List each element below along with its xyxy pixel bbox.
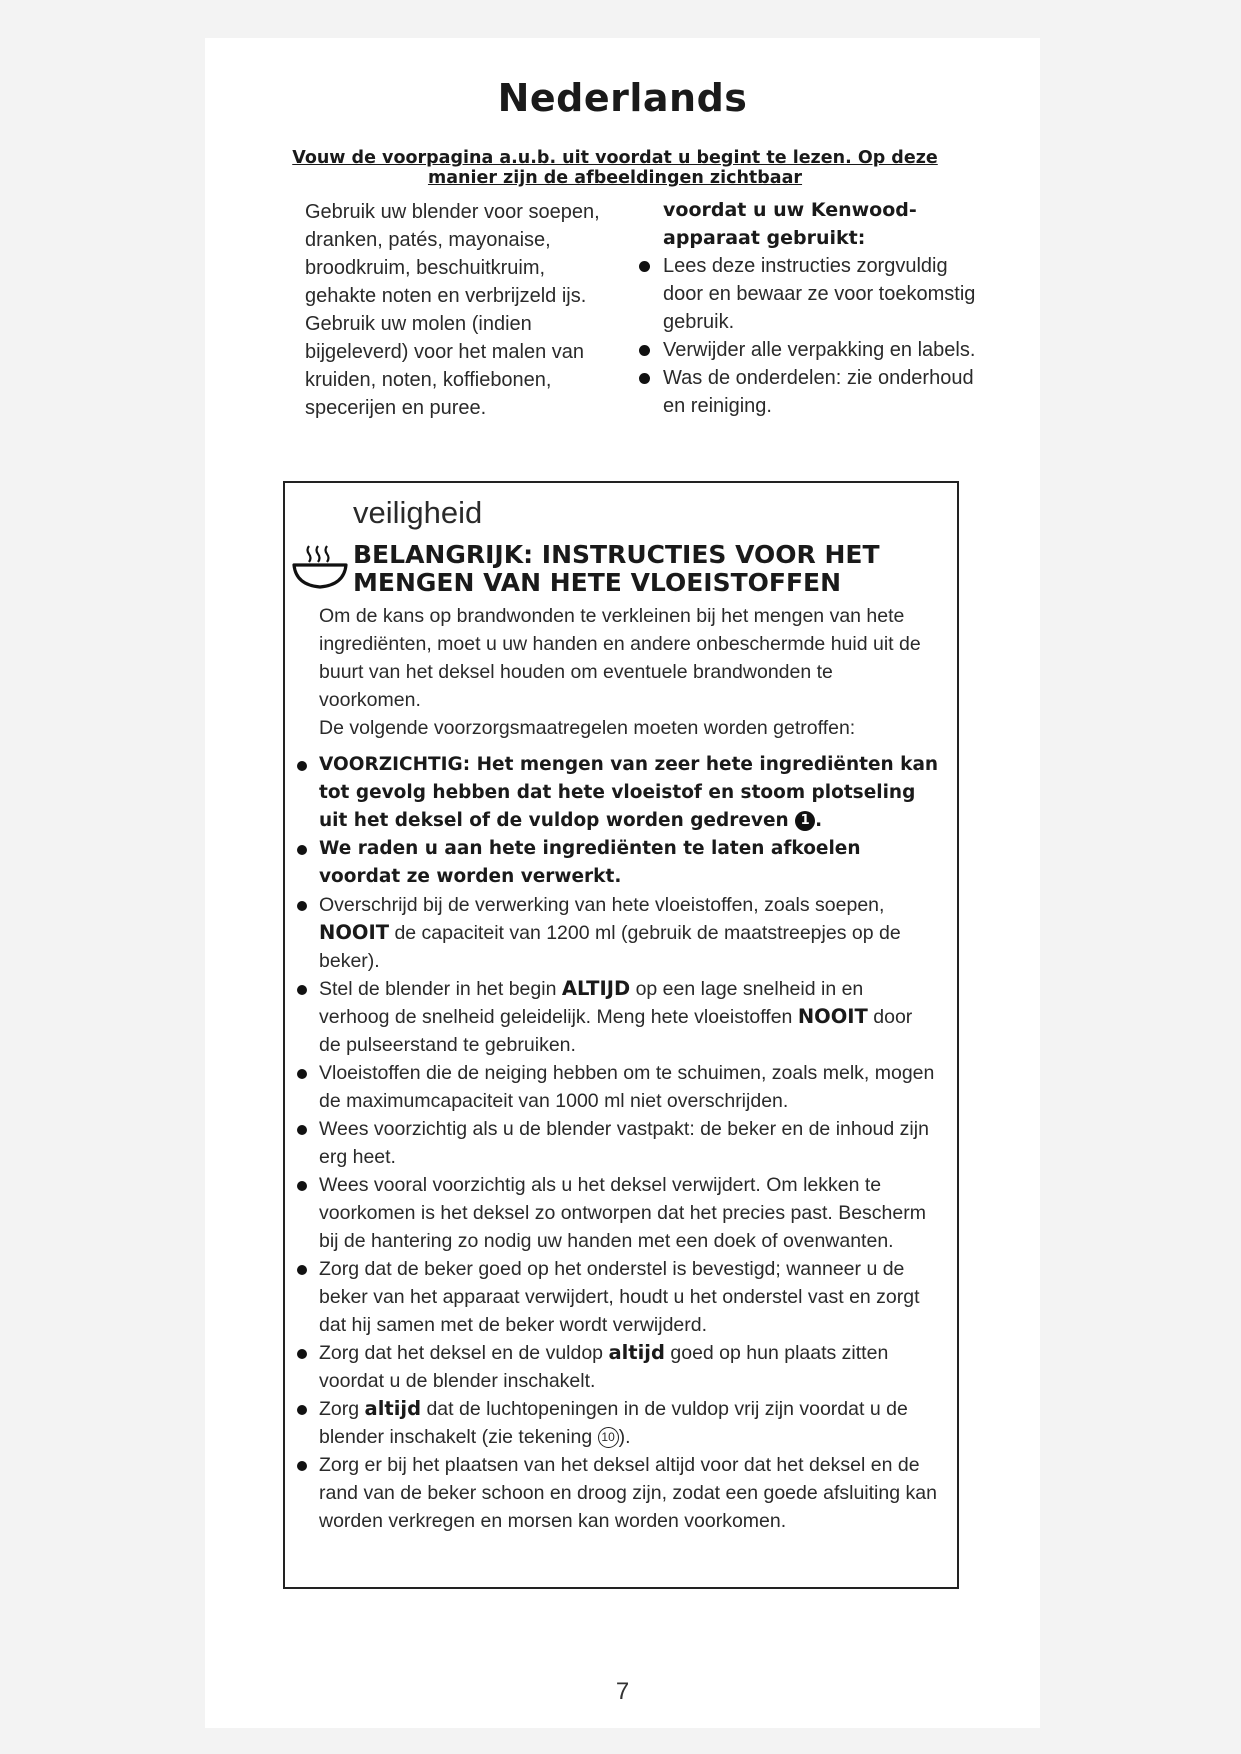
- list-item: Zorg altijd dat de luchtopeningen in de vuldop vrij zijn voordat u de blender inschakelt (zie tekening 10 ).: [319, 1395, 939, 1451]
- intro-usage-text: Gebruik uw blender voor soepen, dranken, patés, mayonaise, broodkruim, beschuitkruim, gehakte noten en verbrijzeld ijs. Gebruik uw molen (indien bijgeleverd) voor het malen van kruiden, noten, koffiebonen, specerijen en puree.: [305, 201, 600, 419]
- document-page: [205, 38, 1040, 1728]
- before-use-item: Was de onderdelen: zie onderhoud en reiniging.: [663, 364, 993, 420]
- hot-liquids-heading: BELANGRIJK: INSTRUCTIES VOOR HET MENGEN VAN HETE VLOEISTOFFEN: [353, 540, 880, 597]
- list-item: We raden u aan hete ingrediënten te laten afkoelen voordat ze worden verwerkt.: [319, 835, 939, 891]
- before-use-item: Lees deze instructies zorgvuldig door en bewaar ze voor toekomstig gebruik.: [663, 252, 993, 336]
- list-item: Stel de blender in het begin ALTIJD op een lage snelheid in en verhoog de snelheid geleidelijk. Meng hete vloeistoffen NOOIT door de pulseerstand te gebruiken.: [319, 975, 939, 1059]
- list-item: Zorg dat het deksel en de vuldop altijd goed op hun plaats zitten voordat u de blender inschakelt.: [319, 1339, 939, 1395]
- safety-section-title: veiligheid: [353, 495, 483, 530]
- before-use-section: [663, 196, 993, 420]
- page-number: 7: [615, 1678, 630, 1705]
- list-item: Zorg er bij het plaatsen van het deksel altijd voor dat het deksel en de rand van de beker schoon en droog zijn, zodat een goede afsluiting kan worden verkregen en morsen kan worden voorkomen.: [319, 1451, 939, 1535]
- safety-box: [283, 481, 959, 1589]
- burn-warning-paragraph: Om de kans op brandwonden te verkleinen bij het mengen van hete ingrediënten, moet u uw handen en andere onbeschermde huid uit de buurt van het deksel houden om eventuele brandwonden te voorkomen.: [319, 605, 921, 711]
- list-item: Zorg dat de beker goed op het onderstel is bevestigd; wanneer u de beker van het apparaat verwijdert, houdt u het onderstel vast en zorgt dat hij samen met de beker wordt verwijderd.: [319, 1255, 939, 1339]
- safety-list: [319, 751, 939, 1535]
- list-item: Overschrijd bij de verwerking van hete vloeistoffen, zoals soepen, NOOIT de capaciteit van 1200 ml (gebruik de maatstreepjes op de beker).: [319, 891, 939, 975]
- list-item: Vloeistoffen die de neiging hebben om te schuimen, zoals melk, mogen de maximumcapaciteit van 1000 ml niet overschrijden.: [319, 1059, 939, 1115]
- list-item: Wees voorzichtig als u de blender vastpakt: de beker en de inhoud zijn erg heet.: [319, 1115, 939, 1171]
- figure-reference-icon: 10: [598, 1427, 619, 1448]
- list-item: Wees vooral voorzichtig als u het deksel verwijdert. Om lekken te voorkomen is het deksel zo ontworpen dat het precies past. Bescherm bij de hantering zo nodig uw handen met een doek of ovenwanten.: [319, 1171, 939, 1255]
- precautions-line: De volgende voorzorgsmaatregelen moeten worden getroffen:: [319, 717, 856, 739]
- before-use-item: Verwijder alle verpakking en labels.: [663, 336, 993, 364]
- hot-liquid-icon: [291, 543, 349, 591]
- fold-out-notice: Vouw de voorpagina a.u.b. uit voordat u begint te lezen. Op deze manier zijn de afbeeldingen zichtbaar: [292, 148, 938, 188]
- list-item: VOORZICHTIG: Het mengen van zeer hete ingrediënten kan tot gevolg hebben dat hete vloeistof en stoom plotseling uit het deksel of de vuldop worden gedreven 1 .: [319, 751, 939, 835]
- figure-reference-icon: 1: [795, 811, 815, 831]
- safety-intro: [319, 602, 939, 742]
- before-use-heading: voordat u uw Kenwood-apparaat gebruikt:: [663, 199, 917, 249]
- page-title: Nederlands: [497, 76, 748, 120]
